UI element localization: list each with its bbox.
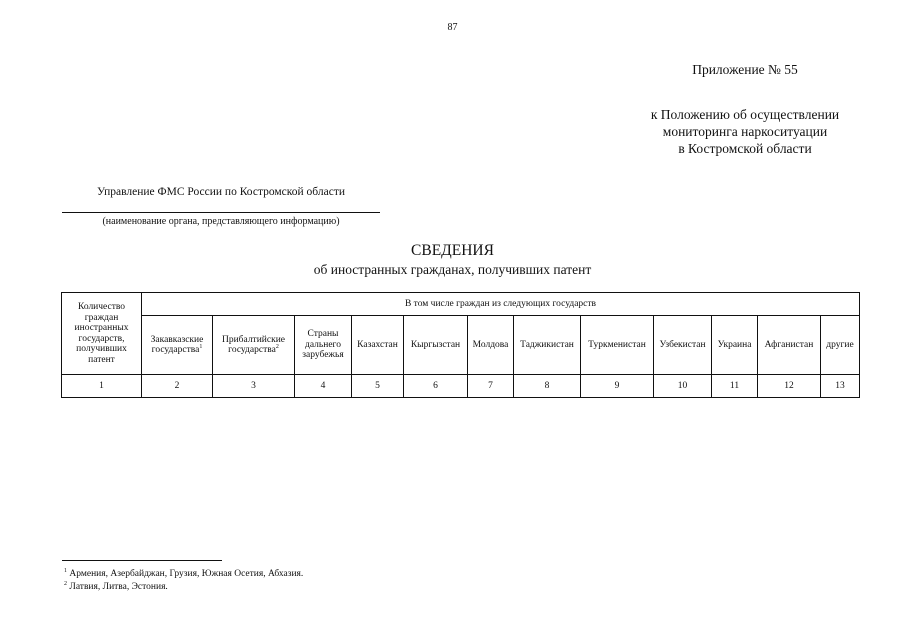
- column-number: 2: [142, 375, 213, 398]
- table-header-row: [62, 293, 860, 316]
- annex-ref-line-3: в Костромской области: [678, 141, 812, 156]
- column-number: 8: [514, 375, 581, 398]
- column-number: 7: [468, 375, 514, 398]
- header-others: другие: [821, 316, 860, 375]
- annex-ref-line-1: к Положению об осуществлении: [650, 107, 840, 122]
- organization-underline: [62, 212, 380, 213]
- page-number: 87: [447, 22, 458, 33]
- column-number: 13: [821, 375, 860, 398]
- footnote-2: $^2$ Латвия, Литва, Эстония.: [64, 581, 168, 593]
- header-total-count: Количество граждан иностранных государств, получивших патент: [62, 293, 142, 375]
- document-subtitle: об иностранных гражданах, получивших патент: [313, 262, 592, 277]
- column-number: 12: [758, 375, 821, 398]
- organization-caption: (наименование органа, представляющего информацию): [102, 216, 340, 227]
- patent-data-table: [61, 292, 860, 398]
- column-number: 10: [654, 375, 712, 398]
- organization-name: Управление ФМС России по Костромской области: [96, 186, 345, 198]
- header-turkmenistan: Туркменистан: [581, 316, 654, 375]
- header-kyrgyzstan: Кыргызстан: [404, 316, 468, 375]
- header-tajikistan: Таджикистан: [514, 316, 581, 375]
- footnote-1: $^1$ Армения, Азербайджан, Грузия, Южная Осетия, Абхазия.: [64, 568, 304, 580]
- document-title: СВЕДЕНИЯ: [411, 242, 494, 259]
- header-baltic-states: Прибалтийские государства$^2$: [213, 316, 295, 375]
- annex-reference: [600, 106, 890, 157]
- header-kazakhstan: Казахстан: [352, 316, 404, 375]
- column-number: 9: [581, 375, 654, 398]
- column-number: 4: [295, 375, 352, 398]
- header-afghanistan: Афганистан: [758, 316, 821, 375]
- header-far-abroad: Страны дальнего зарубежья: [295, 316, 352, 375]
- annex-title: Приложение № 55: [692, 62, 798, 77]
- column-number: 1: [62, 375, 142, 398]
- footnote-separator: [62, 560, 222, 561]
- header-moldova: Молдова: [468, 316, 514, 375]
- header-group-countries: В том числе граждан из следующих государств: [142, 293, 860, 316]
- column-number: 6: [404, 375, 468, 398]
- header-uzbekistan: Узбекистан: [654, 316, 712, 375]
- column-number: 3: [213, 375, 295, 398]
- header-transcaucasian-states: Закавказские государства$^1$: [142, 316, 213, 375]
- header-ukraine: Украина: [712, 316, 758, 375]
- column-number: 5: [352, 375, 404, 398]
- column-number-row: [62, 375, 860, 398]
- column-number: 11: [712, 375, 758, 398]
- table-subheader-row: [62, 316, 860, 375]
- annex-ref-line-2: мониторинга наркоситуации: [662, 124, 828, 139]
